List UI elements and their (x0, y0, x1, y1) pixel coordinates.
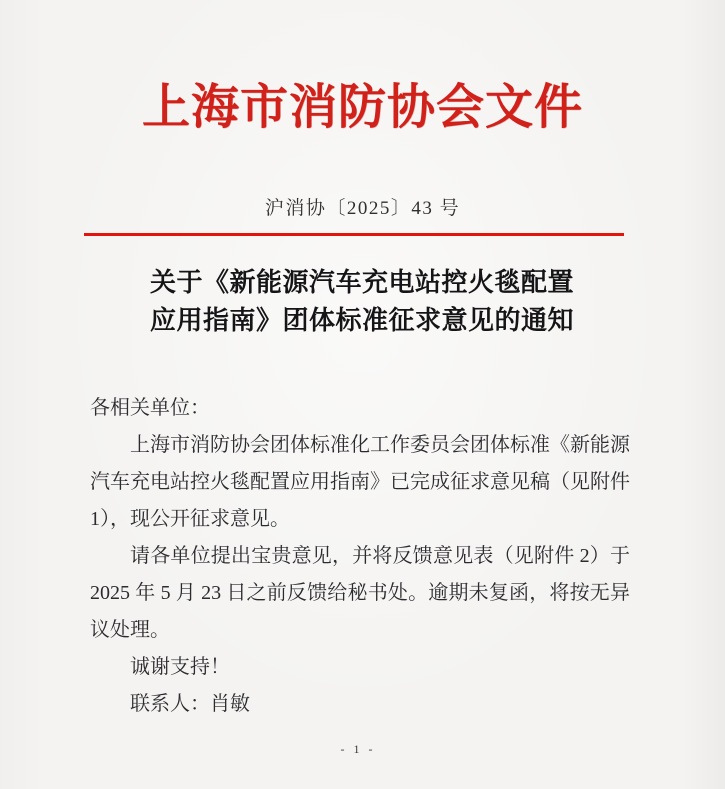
notice-title (62, 264, 662, 340)
body-line: 请各单位提出宝贵意见，并将反馈意见表（见附件 2）于 (130, 545, 630, 567)
body-line: 上海市消防协会团体标准化工作委员会团体标准《新能源 (130, 434, 630, 456)
body-line: 议处理。 (90, 619, 170, 641)
notice-title-line-2: 应用指南》团体标准征求意见的通知 (149, 306, 574, 335)
red-separator-line (84, 233, 624, 236)
thanks-line: 诚谢支持！ (130, 656, 230, 678)
document-number: 沪消协〔2025〕43 号 (264, 198, 461, 219)
body-line: 2025 年 5 月 23 日之前反馈给秘书处。逾期未复函，将按无异 (90, 582, 630, 604)
letterhead-title: 上海市消防协会文件 (141, 81, 583, 134)
body-text (90, 390, 630, 723)
salutation-line: 各相关单位： (90, 397, 210, 419)
body-line: 1），现公开征求意见。 (90, 508, 290, 530)
page-number: - 1 - (340, 742, 376, 756)
contact-line: 联系人：肖敏 (130, 693, 250, 715)
body-line: 汽车充电站控火毯配置应用指南》已完成征求意见稿（见附件 (90, 471, 630, 493)
notice-title-line-1: 关于《新能源汽车充电站控火毯配置 (149, 268, 574, 297)
